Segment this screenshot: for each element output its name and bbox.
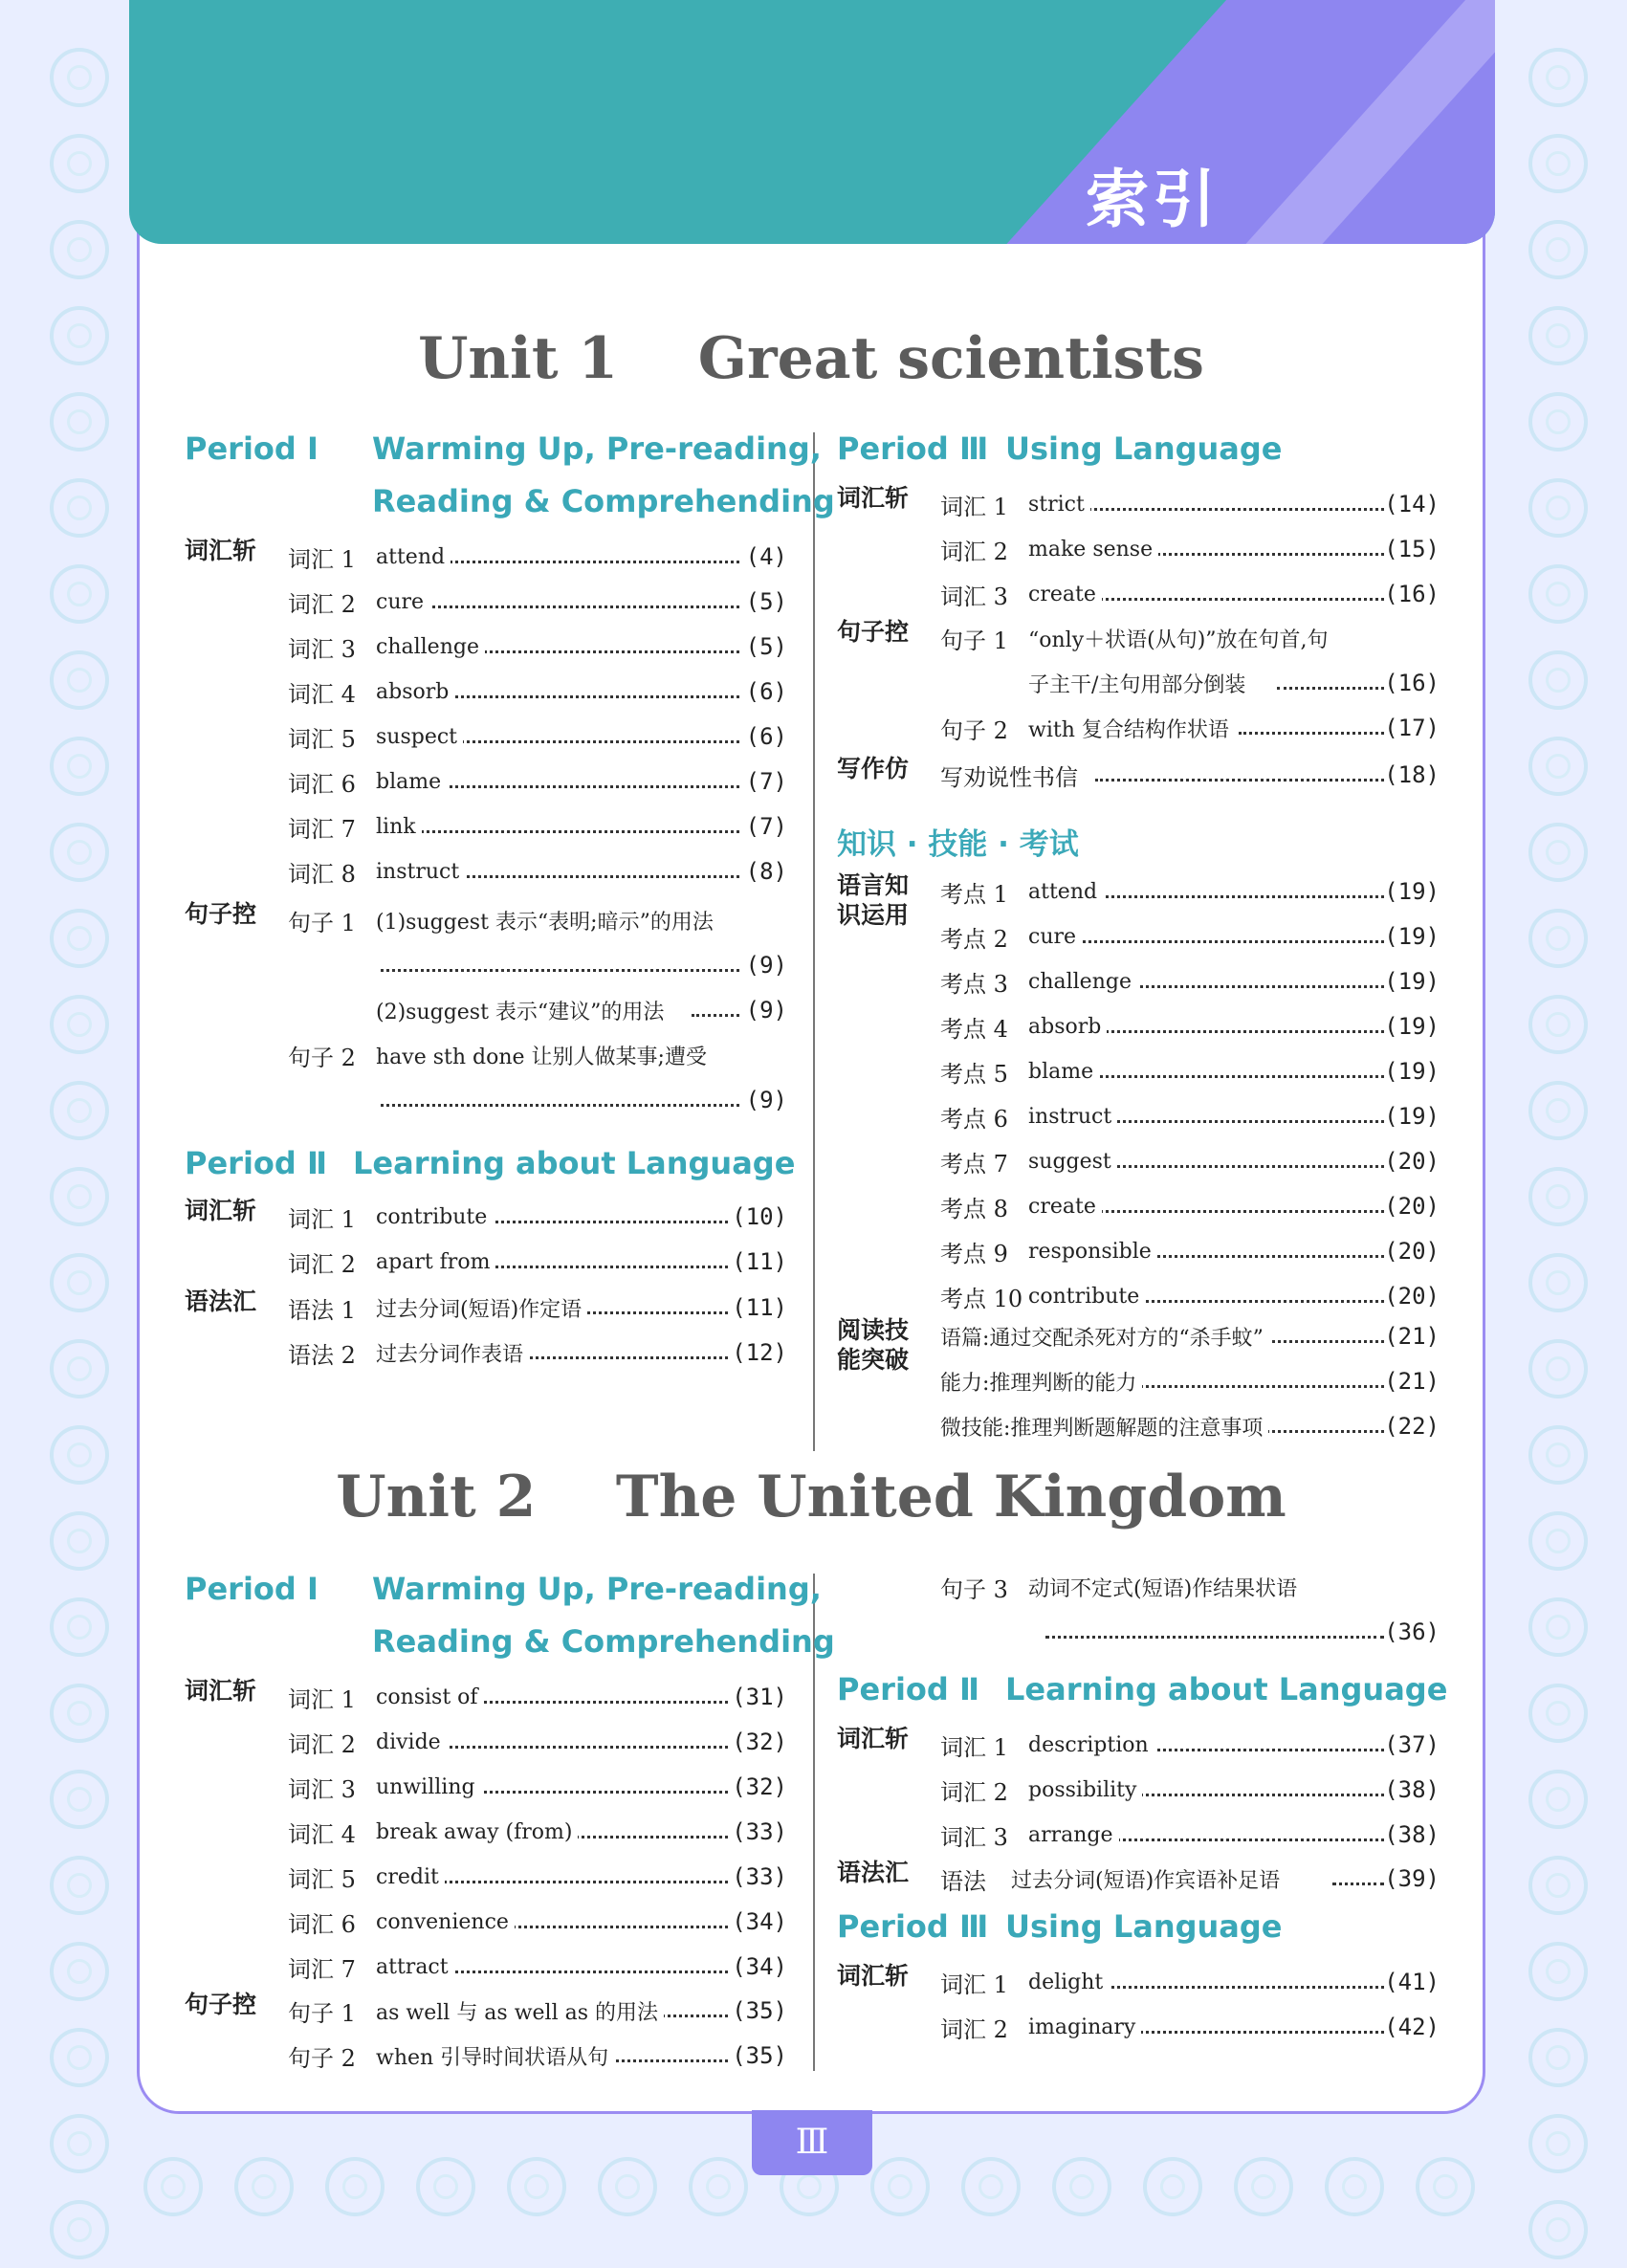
page-number: (19) [1384,878,1440,905]
entry-text: absorb [1028,1015,1107,1039]
index-entry[interactable] [837,1360,1440,1402]
entry-text: 过去分词(短语)作定语 [376,1293,587,1323]
page-number: (15) [1384,536,1440,562]
index-entry[interactable] [185,1196,787,1238]
entry-label: 考点 3 [940,970,1008,998]
index-entry[interactable] [837,1611,1440,1653]
entry-text: contribute [376,1205,493,1229]
index-entry[interactable] [837,960,1440,1002]
period-label: Period Ⅲ [837,1908,989,1945]
index-entry [837,617,1440,659]
entry-text: credit [376,1865,445,1889]
unit-2-title: Unit 2 The United Kingdom [336,1464,1286,1530]
page-number: (32) [732,1729,787,1755]
page-number: (21) [1384,1368,1440,1395]
entry-label: 语法 2 [288,1341,356,1369]
index-entry[interactable] [185,850,787,892]
entry-label: 词汇 3 [940,1823,1008,1851]
period-label: Period Ⅱ [185,1145,328,1181]
entry-text: as well 与 as well as 的用法 [376,1996,664,2026]
unit1-left-column [185,426,835,1459]
index-entry[interactable] [837,1814,1440,1856]
page-number: (22) [1384,1413,1440,1440]
index-entry[interactable] [185,1990,787,2032]
index-entry[interactable] [837,483,1440,525]
entry-label: 词汇 1 [288,545,356,573]
period-label: Period Ⅲ [837,430,989,467]
index-entry[interactable] [185,944,787,986]
page-title: 索引 [1086,163,1220,236]
index-entry[interactable] [185,671,787,713]
entry-label: 词汇 6 [288,1910,356,1938]
entry-text: absorb [376,680,454,704]
entry-label: 词汇 2 [288,1250,356,1278]
page-number: (11) [732,1248,787,1275]
period-label: Period Ⅰ [185,430,319,467]
entry-text: suggest [1028,1150,1117,1174]
entry-text: 子主干/主句用部分倒装 [1028,669,1251,698]
entry-text[interactable]: 动词不定式(短语)作结果状语 [1028,1573,1303,1602]
entry-text: divide [376,1730,447,1754]
page-number: (9) [745,997,787,1024]
period-title: Learning about Language [1005,1671,1448,1707]
unit1-right-column [837,426,1440,1459]
index-entry[interactable] [185,1946,787,1988]
category-label: 语法汇 [185,1288,257,1315]
index-entry[interactable] [837,1858,1440,1900]
entry-text: 过去分词作表语 [376,1338,529,1368]
index-entry[interactable] [837,1185,1440,1227]
entry-label: 词汇 7 [288,815,356,843]
entry-label: 词汇 2 [940,2015,1008,2043]
index-entry[interactable] [837,1769,1440,1811]
page-number: (12) [732,1339,787,1366]
column-divider [813,432,815,1451]
page-number: (19) [1384,1013,1440,1040]
entry-text: 微技能:推理判断题解题的注意事项 [940,1412,1268,1442]
entry-text: blame [376,770,447,794]
index-entry[interactable] [837,870,1440,913]
entry-label: 考点 7 [940,1150,1008,1178]
index-entry[interactable] [185,1676,787,1718]
entry-text: create [1028,583,1102,606]
entry-label: 词汇 4 [288,1820,356,1848]
entry-text[interactable]: “only＋状语(从句)”放在句首,句 [1028,624,1334,653]
entry-label: 词汇 2 [940,538,1008,565]
entry-text[interactable]: (1)suggest 表示“表明;暗示”的用法 [376,906,719,936]
page-number: (14) [1384,491,1440,517]
entry-text: 写劝说性书信 [940,763,1078,791]
entry-text: apart from [376,1250,495,1274]
entry-text: (2)suggest 表示“建议”的用法 [376,996,670,1025]
category-label: 词汇斩 [837,1725,910,1752]
page-number: (34) [732,1908,787,1935]
page-number: (35) [732,2042,787,2069]
index-entry[interactable] [837,1315,1440,1357]
entry-text: blame [1028,1060,1099,1084]
entry-text: convenience [376,1910,515,1934]
page-number: (8) [745,858,787,885]
entry-text: attend [1028,880,1103,904]
page-number: (19) [1384,923,1440,950]
entry-text: attract [376,1955,454,1979]
entry-label: 句子 3 [940,1575,1008,1603]
page-number: (5) [745,633,787,660]
unit-1-title: Unit 1 Great scientists [418,325,1204,392]
entry-text: responsible [1028,1240,1157,1264]
category-label: 语法汇 [837,1859,910,1886]
page-number: (20) [1384,1193,1440,1220]
index-entry[interactable] [837,1005,1440,1047]
page-number: (21) [1384,1323,1440,1350]
entry-text: cure [376,590,429,614]
index-entry[interactable] [837,1140,1440,1182]
entry-text: with 复合结构作状语 [1028,714,1235,743]
page-number: (20) [1384,1283,1440,1310]
index-entry[interactable] [185,1721,787,1763]
index-entry[interactable] [837,1405,1440,1447]
index-entry[interactable] [185,2035,787,2077]
index-entry[interactable] [837,1275,1440,1317]
index-entry[interactable] [185,760,787,803]
index-entry[interactable] [185,1332,787,1374]
entry-text: possibility [1028,1778,1142,1802]
entry-label: 考点 1 [940,880,1008,908]
period-title: Warming Up, Pre-reading, [372,430,822,467]
index-entry[interactable] [185,1856,787,1898]
entry-label: 词汇 1 [940,493,1008,520]
page-number: (33) [732,1863,787,1890]
entry-label: 词汇 1 [288,1205,356,1233]
page-number: (6) [745,678,787,705]
entry-label: 词汇 6 [288,770,356,798]
entry-text: instruct [1028,1105,1117,1129]
entry-label: 考点 8 [940,1195,1008,1222]
index-entry[interactable] [837,754,1440,796]
index-entry[interactable] [837,1724,1440,1766]
entry-label: 词汇 1 [288,1685,356,1713]
category-label: 写作仿 [837,755,910,782]
index-entry[interactable] [837,1961,1440,2003]
entry-text: delight [1028,1971,1109,1994]
index-entry[interactable] [837,2006,1440,2048]
entry-text: 语篇:通过交配杀死对方的“杀手蚊” [940,1322,1269,1352]
page-number: (38) [1384,1776,1440,1803]
entry-label: 句子 2 [288,2044,356,2072]
page-number-tab: Ⅲ [752,2110,872,2175]
category-label: 词汇斩 [185,1677,257,1705]
entry-label: 考点 4 [940,1015,1008,1043]
entry-label: 词汇 3 [940,583,1008,610]
category-label: 词汇斩 [185,537,257,564]
entry-label: 考点 5 [940,1060,1008,1088]
index-entry [837,1566,1440,1608]
entry-label: 词汇 2 [940,1778,1008,1806]
entry-text[interactable]: have sth done 让别人做某事;遭受 [376,1041,713,1070]
index-entry[interactable] [185,1766,787,1808]
entry-text: description [1028,1733,1154,1757]
page-number: (7) [745,813,787,840]
page-number: (36) [1384,1618,1440,1645]
entry-text: instruct [376,860,465,884]
index-entry[interactable] [837,573,1440,615]
page-number: (19) [1384,1103,1440,1130]
category-label: 阅读技能突破 [837,1316,910,1374]
page-number: (41) [1384,1969,1440,1995]
index-entry[interactable] [185,1079,787,1121]
entry-label: 词汇 8 [288,860,356,888]
page-number: (37) [1384,1731,1440,1758]
entry-label: 词汇 5 [288,725,356,753]
page-number: (42) [1384,2014,1440,2040]
index-entry[interactable] [837,528,1440,570]
entry-label: 句子 1 [288,909,356,936]
category-label: 词汇斩 [837,1962,910,1990]
entry-text: suspect [376,725,463,749]
page-number: (10) [732,1203,787,1230]
entry-label: 考点 10 [940,1285,1023,1312]
index-entry[interactable] [185,626,787,668]
entry-label: 词汇 4 [288,680,356,708]
category-label: 语言知识运用 [837,871,910,929]
entry-label: 考点 9 [940,1240,1008,1267]
index-entry[interactable] [837,1050,1440,1092]
entry-text: 过去分词(短语)作宾语补足语 [1011,1864,1286,1894]
entry-label: 考点 2 [940,925,1008,953]
entry-text: attend [376,545,451,569]
period-label: Period Ⅱ [837,1671,980,1707]
period-title: Using Language [1005,430,1283,467]
entry-text: break away (from) [376,1820,578,1844]
index-entry[interactable] [185,989,787,1031]
entry-text: create [1028,1195,1102,1219]
period-title: Reading & Comprehending [372,1623,835,1660]
entry-label: 词汇 1 [940,1971,1008,1998]
entry-label: 词汇 5 [288,1865,356,1893]
page-number: (16) [1384,670,1440,696]
period-title: Learning about Language [353,1145,796,1181]
index-entry[interactable] [185,716,787,758]
index-entry[interactable] [837,1230,1440,1272]
entry-text: challenge [376,635,485,659]
page-number: (11) [732,1294,787,1321]
category-label: 句子控 [185,900,257,928]
page-number: (6) [745,723,787,750]
entry-text: strict [1028,493,1090,517]
period-label: Period Ⅰ [185,1571,319,1607]
period-title: Warming Up, Pre-reading, [372,1571,822,1607]
entry-text: contribute [1028,1285,1145,1309]
index-entry[interactable] [185,1241,787,1283]
period-title: Reading & Comprehending [372,483,835,519]
index-entry [185,1034,787,1076]
entry-text: challenge [1028,970,1137,994]
entry-label: 词汇 2 [288,1730,356,1758]
index-entry[interactable] [837,707,1440,749]
page-number: (39) [1384,1865,1440,1892]
period-title: Using Language [1005,1908,1283,1945]
page-number: (19) [1384,1058,1440,1085]
entry-text: link [376,815,422,839]
page-number: (9) [745,1087,787,1113]
entry-label: 考点 6 [940,1105,1008,1133]
index-entry [185,899,787,941]
index-entry[interactable] [185,805,787,848]
page-number: (19) [1384,968,1440,995]
index-entry[interactable] [185,1901,787,1943]
entry-label: 句子 1 [288,1999,356,2027]
entry-text: make sense [1028,538,1158,561]
page-number: (16) [1384,581,1440,607]
category-label: 词汇斩 [185,1197,257,1224]
entry-label: 词汇 2 [288,590,356,618]
page-number: (35) [732,1997,787,2024]
section-heading: 知识 · 技能 · 考试 [837,827,1079,862]
page-number: (20) [1384,1238,1440,1265]
page-number: (4) [745,543,787,570]
page-number: (7) [745,768,787,795]
entry-label: 词汇 1 [940,1733,1008,1761]
page-number: (5) [745,588,787,615]
page-number: (18) [1384,761,1440,788]
page-number: (33) [732,1818,787,1845]
category-label: 词汇斩 [837,484,910,512]
entry-label: 语法 [940,1867,986,1895]
page-number: (31) [732,1684,787,1710]
index-entry[interactable] [185,1287,787,1329]
page-number: (38) [1384,1821,1440,1848]
entry-text: when 引导时间状语从句 [376,2041,614,2071]
entry-text: consist of [376,1685,484,1709]
page-number: (34) [732,1953,787,1980]
header-band [129,0,1495,244]
page-number: (20) [1384,1148,1440,1175]
entry-label: 句子 2 [288,1044,356,1071]
category-label: 句子控 [185,1991,257,2018]
index-entry[interactable] [185,536,787,578]
entry-text: unwilling [376,1775,481,1799]
entry-label: 词汇 3 [288,1775,356,1803]
entry-label: 句子 2 [940,716,1008,744]
index-entry[interactable] [185,1811,787,1853]
index-entry[interactable] [185,581,787,623]
entry-label: 句子 1 [940,627,1008,654]
index-entry[interactable] [837,662,1440,704]
unit2-right-column [837,1566,1448,2102]
index-entry[interactable] [837,1095,1440,1137]
entry-text: imaginary [1028,2015,1141,2039]
entry-text: cure [1028,925,1082,949]
entry-text: 能力:推理判断的能力 [940,1367,1142,1397]
category-label: 句子控 [837,618,910,646]
entry-text: arrange [1028,1823,1119,1847]
page-number: (17) [1384,715,1440,741]
index-entry[interactable] [837,915,1440,958]
page-number: (9) [745,952,787,979]
unit2-left-column [185,1566,835,2102]
entry-label: 语法 1 [288,1296,356,1324]
entry-label: 词汇 3 [288,635,356,663]
page-number: (32) [732,1773,787,1800]
entry-label: 词汇 7 [288,1955,356,1983]
